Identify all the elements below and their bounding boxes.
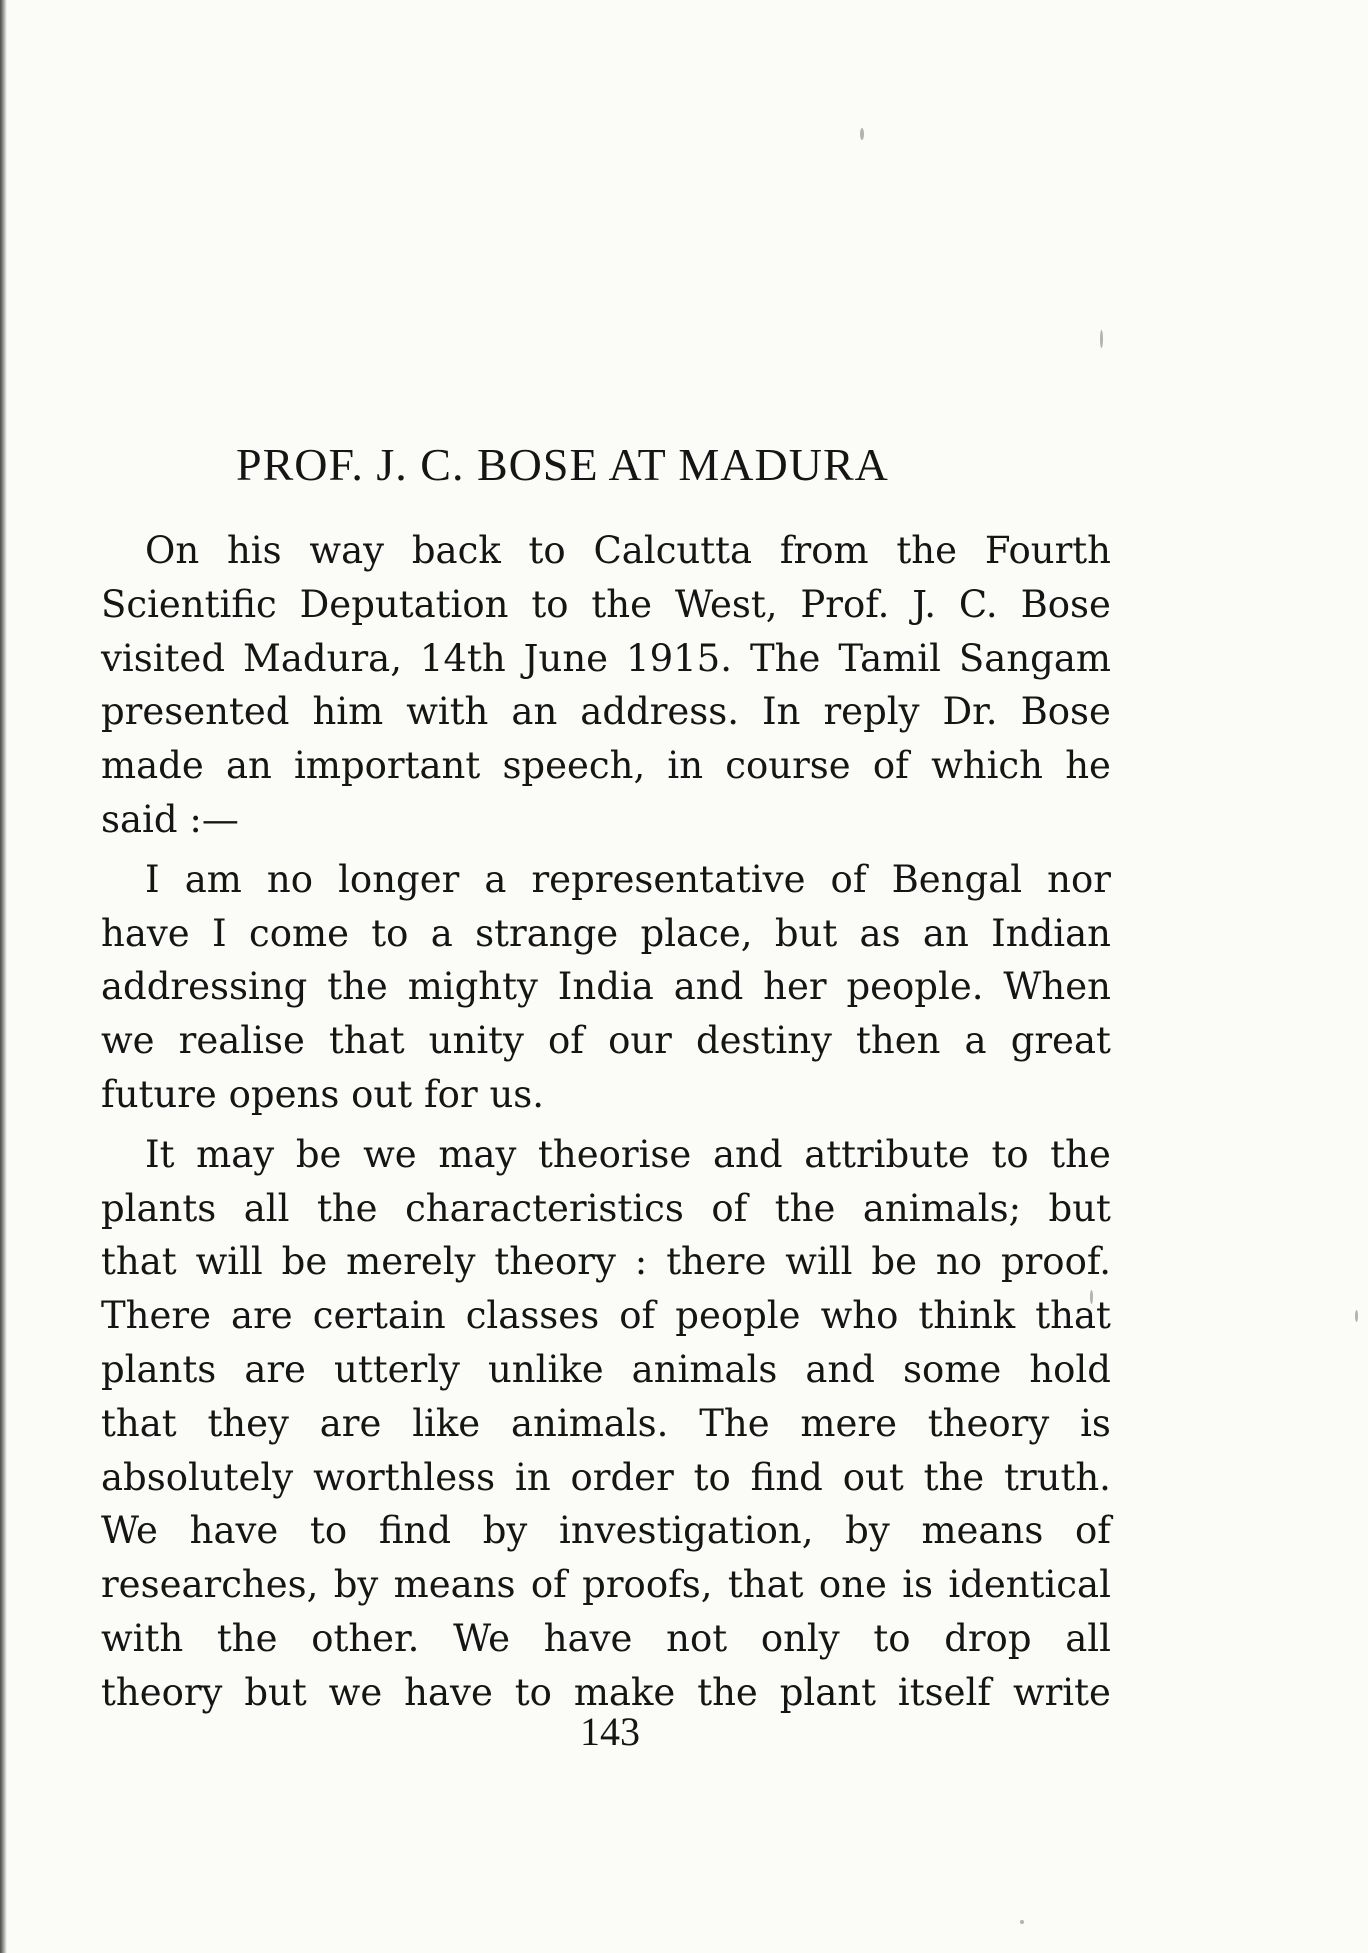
word: may <box>438 1132 517 1176</box>
word: In <box>762 690 801 734</box>
word: drop <box>944 1616 1032 1660</box>
word: It <box>145 1132 175 1176</box>
word: proofs, <box>582 1563 713 1607</box>
word: future <box>101 1072 217 1116</box>
word: like <box>412 1401 481 1445</box>
text-line <box>101 1612 1111 1666</box>
text-line <box>101 1397 1111 1451</box>
word: have <box>404 1670 493 1714</box>
word: to <box>310 1509 348 1553</box>
word: from <box>779 529 869 572</box>
word: and <box>805 1347 875 1391</box>
word: as <box>859 911 901 955</box>
word: are <box>231 1294 293 1338</box>
text-line <box>101 793 1111 847</box>
word: means <box>921 1509 1044 1553</box>
word: to <box>873 1616 911 1660</box>
text-line <box>101 907 1111 961</box>
word: one <box>818 1563 887 1607</box>
word: with <box>101 1616 184 1660</box>
word: to <box>991 1132 1029 1176</box>
word: the <box>697 1670 758 1714</box>
word: the <box>774 1186 836 1230</box>
word: people. <box>846 965 984 1009</box>
text-line <box>101 1558 1111 1612</box>
word: certain <box>312 1294 446 1338</box>
word: We <box>101 1509 158 1553</box>
word: out <box>842 1455 904 1499</box>
word: hold <box>1029 1347 1111 1391</box>
word: is <box>1080 1401 1111 1445</box>
word: people <box>675 1294 801 1338</box>
word: order <box>570 1455 674 1499</box>
word: by <box>333 1563 379 1607</box>
word: some <box>903 1347 1002 1391</box>
word: opens <box>228 1072 340 1116</box>
word: Bose <box>1020 690 1111 734</box>
word: unity <box>428 1019 524 1063</box>
word: of <box>830 857 867 901</box>
word: Deputation <box>299 582 509 626</box>
word: said <box>101 797 178 841</box>
word: attribute <box>804 1132 970 1176</box>
word: June <box>523 636 609 680</box>
word: and <box>712 1132 783 1176</box>
word: that <box>101 1240 177 1284</box>
word: representative <box>531 857 806 901</box>
word: are <box>319 1401 382 1445</box>
word: visited <box>101 636 226 680</box>
word: but <box>774 911 838 955</box>
word: mighty <box>407 965 538 1009</box>
text-line <box>101 1504 1111 1558</box>
word: will <box>195 1240 263 1284</box>
word: On <box>145 529 200 572</box>
paragraph <box>101 524 1111 847</box>
word: the <box>327 965 388 1009</box>
text-line <box>101 1235 1111 1289</box>
word: the <box>896 529 958 572</box>
word: who <box>820 1294 899 1338</box>
text-line <box>101 632 1111 686</box>
word: that <box>101 1401 177 1445</box>
word: plants <box>101 1347 217 1391</box>
word: Calcutta <box>593 529 753 572</box>
word: the <box>1050 1132 1111 1176</box>
text-line <box>101 1128 1111 1182</box>
word: will <box>785 1240 853 1284</box>
word: theory <box>101 1670 223 1714</box>
word: Bengal <box>891 857 1023 901</box>
scan-speck <box>1355 1310 1358 1322</box>
word: merely <box>346 1240 476 1284</box>
word: but <box>1048 1186 1111 1230</box>
word: the <box>216 1616 278 1660</box>
word: back <box>411 529 501 572</box>
word: other. <box>311 1616 420 1660</box>
word: classes <box>465 1294 600 1338</box>
word: utterly <box>334 1347 460 1391</box>
word: a <box>484 857 507 901</box>
word: our <box>608 1019 672 1063</box>
word: J. <box>912 582 937 626</box>
text-line <box>101 1068 1111 1122</box>
word: characteristics <box>405 1186 684 1230</box>
word: nor <box>1047 857 1111 901</box>
word: all <box>243 1186 290 1230</box>
word: to <box>528 529 566 572</box>
word: destiny <box>695 1019 832 1063</box>
word: made <box>101 744 204 788</box>
word: that <box>727 1563 804 1607</box>
chapter-title: PROF. J. C. BOSE AT MADURA <box>236 439 889 490</box>
word: Scientific <box>101 582 277 626</box>
word: theorise <box>538 1132 692 1176</box>
word: write <box>1012 1670 1111 1714</box>
word: way <box>309 529 385 572</box>
scan-speck <box>1100 330 1103 348</box>
word: presented <box>101 690 290 734</box>
word: to <box>531 582 569 626</box>
word: important <box>294 744 481 788</box>
word: animals; <box>862 1186 1022 1230</box>
word: no <box>266 857 314 901</box>
word: us. <box>489 1072 545 1116</box>
word: plants <box>101 1186 217 1230</box>
word: Fourth <box>984 529 1111 572</box>
word: her <box>763 965 827 1009</box>
word: is <box>902 1563 934 1607</box>
word: reply <box>823 690 920 734</box>
word: have <box>543 1616 633 1660</box>
word: of <box>1075 1509 1111 1553</box>
scan-speck <box>1020 1920 1024 1924</box>
word: of <box>530 1563 567 1607</box>
word: to <box>514 1670 552 1714</box>
word: : <box>634 1240 648 1284</box>
word: we <box>363 1132 417 1176</box>
word: an <box>225 744 272 788</box>
word: researches, <box>101 1563 319 1607</box>
word: There <box>101 1294 211 1338</box>
word: but <box>244 1670 307 1714</box>
word: by <box>845 1509 890 1553</box>
word: the <box>591 582 653 626</box>
word: no <box>935 1240 983 1284</box>
word: West, <box>674 582 778 626</box>
word: which <box>931 744 1043 788</box>
word: Dr. <box>942 690 998 734</box>
word: addressing <box>101 965 308 1009</box>
word: place, <box>640 911 753 955</box>
text-line <box>101 685 1111 739</box>
word: to <box>371 911 409 955</box>
word: realise <box>178 1019 305 1063</box>
word: we <box>101 1019 155 1063</box>
word: mere <box>800 1401 897 1445</box>
text-line <box>101 960 1111 1014</box>
word: we <box>328 1670 383 1714</box>
word: that <box>328 1019 405 1063</box>
word: be <box>281 1240 328 1284</box>
page-number: 143 <box>580 1709 640 1754</box>
word: theory <box>927 1401 1050 1445</box>
word: are <box>244 1347 306 1391</box>
word: We <box>453 1616 511 1660</box>
text-line <box>101 853 1111 907</box>
word: to <box>693 1455 731 1499</box>
word: of <box>619 1294 656 1338</box>
text-line <box>101 1289 1111 1343</box>
text-line <box>101 1343 1111 1397</box>
word: course <box>725 744 851 788</box>
word: worthless <box>313 1455 496 1499</box>
word: a <box>964 1019 987 1063</box>
word: be <box>871 1240 917 1284</box>
word: with <box>406 690 489 734</box>
text-line <box>101 1182 1111 1236</box>
word: I <box>212 911 227 955</box>
word: Prof. <box>800 582 890 626</box>
text-line <box>101 739 1111 793</box>
word: When <box>1003 965 1111 1009</box>
word: proof. <box>1000 1240 1111 1284</box>
word: am <box>184 857 242 901</box>
word: a <box>430 911 453 955</box>
word: animals <box>631 1347 778 1391</box>
word: him <box>312 690 384 734</box>
word: only <box>760 1616 840 1660</box>
word: means <box>393 1563 516 1607</box>
text-line <box>101 578 1111 632</box>
word: have <box>189 1509 279 1553</box>
page-binding-edge <box>0 0 7 1953</box>
word: address. <box>580 690 740 734</box>
word: 14th <box>419 636 506 680</box>
word: itself <box>897 1670 992 1714</box>
word: find <box>750 1455 823 1499</box>
word: I <box>145 857 160 901</box>
word: Indian <box>991 911 1111 955</box>
word: make <box>573 1670 676 1714</box>
word: absolutely <box>101 1455 294 1499</box>
word: come <box>248 911 349 955</box>
word: longer <box>338 857 460 901</box>
scan-speck <box>860 128 864 140</box>
text-line <box>101 1014 1111 1068</box>
word: theory <box>494 1240 616 1284</box>
word: strange <box>475 911 619 955</box>
word: the <box>316 1186 378 1230</box>
word: out <box>351 1072 413 1116</box>
text-line <box>101 524 1111 578</box>
word: Sangam <box>958 636 1111 680</box>
word: that <box>1035 1294 1111 1338</box>
word: Madura, <box>242 636 402 680</box>
word: animals. <box>510 1401 669 1445</box>
word: truth. <box>1004 1455 1111 1499</box>
word: for <box>423 1072 478 1116</box>
word: an <box>511 690 558 734</box>
word: unlike <box>487 1347 604 1391</box>
word: of <box>711 1186 748 1230</box>
word: find <box>378 1509 452 1553</box>
word: and <box>673 965 744 1009</box>
word: not <box>666 1616 728 1660</box>
word: India <box>557 965 654 1009</box>
word: by <box>482 1509 528 1553</box>
word: his <box>226 529 282 572</box>
word: The <box>699 1401 770 1445</box>
word: in <box>667 744 704 788</box>
word: Bose <box>1020 582 1111 626</box>
word: there <box>666 1240 767 1284</box>
paragraph <box>101 853 1111 1122</box>
word: of <box>872 744 909 788</box>
word: great <box>1010 1019 1111 1063</box>
word: of <box>548 1019 584 1063</box>
word: :— <box>189 797 239 841</box>
word: speech, <box>502 744 646 788</box>
paragraph <box>101 1128 1111 1720</box>
word: think <box>918 1294 1016 1338</box>
word: then <box>856 1019 941 1063</box>
word: in <box>514 1455 551 1499</box>
word: 1915. <box>626 636 732 680</box>
word: C. <box>958 582 998 626</box>
word: investigation, <box>559 1509 814 1553</box>
word: they <box>207 1401 289 1445</box>
word: he <box>1065 744 1111 788</box>
word: The <box>749 636 821 680</box>
word: plant <box>779 1670 876 1714</box>
word: may <box>196 1132 275 1176</box>
text-line <box>101 1451 1111 1505</box>
word: an <box>922 911 969 955</box>
word: be <box>295 1132 342 1176</box>
word: all <box>1065 1616 1111 1660</box>
word: Tamil <box>838 636 941 680</box>
word: the <box>923 1455 985 1499</box>
word: identical <box>948 1563 1111 1607</box>
body-text <box>101 524 1111 1720</box>
word: have <box>101 911 190 955</box>
